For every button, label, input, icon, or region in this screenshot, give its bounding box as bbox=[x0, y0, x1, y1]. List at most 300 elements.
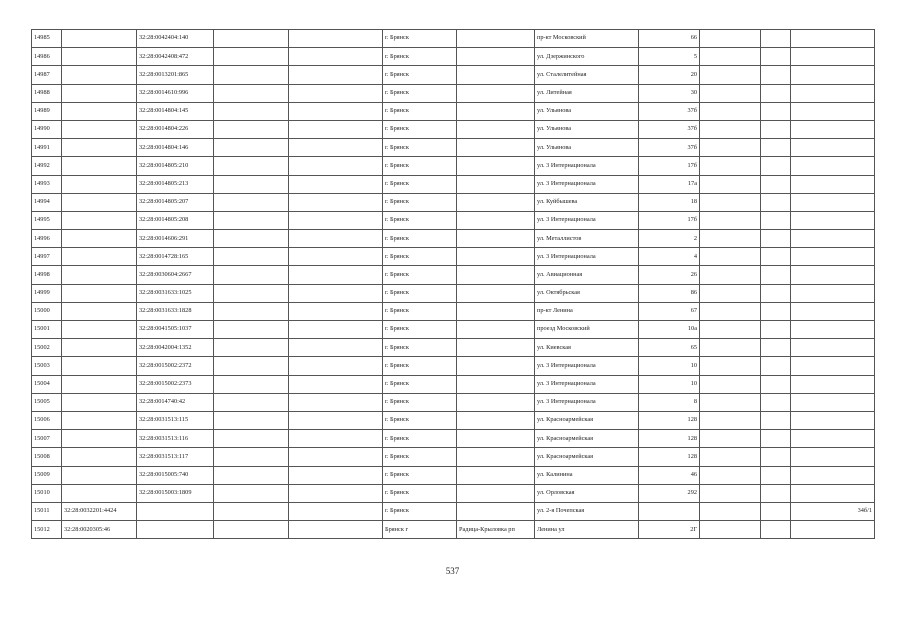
empty-cell bbox=[214, 339, 289, 357]
empty-cell bbox=[761, 230, 791, 248]
table-row bbox=[32, 375, 875, 393]
house-number-cell: 4 bbox=[639, 248, 700, 266]
cadastral-number-cell: 32:28:0015002:2372 bbox=[137, 357, 214, 375]
empty-cell bbox=[700, 357, 761, 375]
empty-cell bbox=[289, 521, 383, 539]
building-number-cell bbox=[791, 466, 875, 484]
street-cell: ул. Литейная bbox=[535, 84, 639, 102]
empty-cell bbox=[214, 120, 289, 138]
building-number-cell bbox=[791, 157, 875, 175]
street-cell: ул. Дзержинского bbox=[535, 48, 639, 66]
record-id-cell: 14989 bbox=[32, 102, 62, 120]
cadastral-number-cell: 32:28:0014805:210 bbox=[137, 157, 214, 175]
house-number-cell: 2 bbox=[639, 230, 700, 248]
settlement-cell bbox=[457, 466, 535, 484]
settlement-cell bbox=[457, 411, 535, 429]
empty-cell bbox=[289, 266, 383, 284]
cadastral-number-cell: 32:28:0014740:42 bbox=[137, 393, 214, 411]
cadastral-number-cell bbox=[62, 375, 137, 393]
house-number-cell: 128 bbox=[639, 448, 700, 466]
settlement-cell bbox=[457, 175, 535, 193]
building-number-cell bbox=[791, 120, 875, 138]
settlement-cell bbox=[457, 302, 535, 320]
street-cell: ул. Орловская bbox=[535, 484, 639, 502]
house-number-cell: 10 bbox=[639, 357, 700, 375]
cadastral-number-cell: 32:28:0020305:46 bbox=[62, 521, 137, 539]
building-number-cell bbox=[791, 48, 875, 66]
street-cell: проезд Московский bbox=[535, 321, 639, 339]
empty-cell bbox=[289, 175, 383, 193]
empty-cell bbox=[700, 48, 761, 66]
settlement-cell bbox=[457, 357, 535, 375]
empty-cell bbox=[214, 375, 289, 393]
building-number-cell bbox=[791, 321, 875, 339]
empty-cell bbox=[761, 120, 791, 138]
table-row bbox=[32, 502, 875, 520]
registry-body bbox=[32, 30, 875, 539]
empty-cell bbox=[700, 248, 761, 266]
empty-cell bbox=[761, 284, 791, 302]
cadastral-number-cell bbox=[62, 484, 137, 502]
city-cell: г. Брянск bbox=[383, 157, 457, 175]
cadastral-number-cell: 32:28:0014805:208 bbox=[137, 211, 214, 229]
record-id-cell: 14998 bbox=[32, 266, 62, 284]
building-number-cell: 34б/1 bbox=[791, 502, 875, 520]
house-number-cell: 65 bbox=[639, 339, 700, 357]
record-id-cell: 14986 bbox=[32, 48, 62, 66]
building-number-cell bbox=[791, 193, 875, 211]
empty-cell bbox=[700, 84, 761, 102]
empty-cell bbox=[700, 230, 761, 248]
empty-cell bbox=[700, 448, 761, 466]
building-number-cell bbox=[791, 139, 875, 157]
city-cell: г. Брянск bbox=[383, 321, 457, 339]
cadastral-number-cell bbox=[62, 193, 137, 211]
city-cell: г. Брянск bbox=[383, 502, 457, 520]
settlement-cell bbox=[457, 502, 535, 520]
settlement-cell bbox=[457, 321, 535, 339]
cadastral-number-cell bbox=[62, 157, 137, 175]
empty-cell bbox=[289, 102, 383, 120]
settlement-cell bbox=[457, 84, 535, 102]
table-row bbox=[32, 84, 875, 102]
street-cell: ул. 2-я Почепская bbox=[535, 502, 639, 520]
cadastral-number-cell bbox=[62, 139, 137, 157]
empty-cell bbox=[761, 357, 791, 375]
cadastral-number-cell: 32:28:0014804:226 bbox=[137, 120, 214, 138]
cadastral-number-cell: 32:28:0031513:115 bbox=[137, 411, 214, 429]
empty-cell bbox=[700, 120, 761, 138]
house-number-cell: 30 bbox=[639, 84, 700, 102]
table-row bbox=[32, 120, 875, 138]
city-cell: г. Брянск bbox=[383, 339, 457, 357]
building-number-cell bbox=[791, 30, 875, 48]
settlement-cell bbox=[457, 120, 535, 138]
settlement-cell bbox=[457, 102, 535, 120]
empty-cell bbox=[289, 375, 383, 393]
cadastral-number-cell: 32:28:0031633:1828 bbox=[137, 302, 214, 320]
table-row bbox=[32, 157, 875, 175]
building-number-cell bbox=[791, 102, 875, 120]
house-number-cell: 128 bbox=[639, 411, 700, 429]
empty-cell bbox=[214, 175, 289, 193]
cadastral-number-cell: 32:28:0041505:1037 bbox=[137, 321, 214, 339]
empty-cell bbox=[289, 193, 383, 211]
empty-cell bbox=[214, 211, 289, 229]
empty-cell bbox=[700, 66, 761, 84]
cadastral-number-cell: 32:28:0042408:472 bbox=[137, 48, 214, 66]
empty-cell bbox=[214, 230, 289, 248]
table-row bbox=[32, 66, 875, 84]
table-row bbox=[32, 393, 875, 411]
city-cell: г. Брянск bbox=[383, 139, 457, 157]
table-row bbox=[32, 302, 875, 320]
house-number-cell: 37б bbox=[639, 102, 700, 120]
empty-cell bbox=[761, 157, 791, 175]
table-row bbox=[32, 321, 875, 339]
empty-cell bbox=[700, 102, 761, 120]
record-id-cell: 15004 bbox=[32, 375, 62, 393]
empty-cell bbox=[761, 84, 791, 102]
empty-cell bbox=[761, 339, 791, 357]
empty-cell bbox=[214, 502, 289, 520]
street-cell: ул. 3 Интернационала bbox=[535, 157, 639, 175]
empty-cell bbox=[700, 411, 761, 429]
building-number-cell bbox=[791, 521, 875, 539]
settlement-cell bbox=[457, 30, 535, 48]
city-cell: г. Брянск bbox=[383, 211, 457, 229]
empty-cell bbox=[289, 84, 383, 102]
house-number-cell: 86 bbox=[639, 284, 700, 302]
house-number-cell: 46 bbox=[639, 466, 700, 484]
empty-cell bbox=[700, 339, 761, 357]
empty-cell bbox=[700, 502, 761, 520]
empty-cell bbox=[700, 157, 761, 175]
record-id-cell: 14996 bbox=[32, 230, 62, 248]
cadastral-number-cell bbox=[62, 266, 137, 284]
cadastral-number-cell bbox=[62, 230, 137, 248]
house-number-cell: 37б bbox=[639, 120, 700, 138]
cadastral-number-cell bbox=[62, 302, 137, 320]
empty-cell bbox=[761, 48, 791, 66]
house-number-cell: 8 bbox=[639, 393, 700, 411]
empty-cell bbox=[289, 430, 383, 448]
empty-cell bbox=[289, 66, 383, 84]
cadastral-number-cell: 32:28:0014804:145 bbox=[137, 102, 214, 120]
city-cell: г. Брянск bbox=[383, 193, 457, 211]
empty-cell bbox=[761, 175, 791, 193]
empty-cell bbox=[214, 357, 289, 375]
record-id-cell: 15011 bbox=[32, 502, 62, 520]
empty-cell bbox=[214, 484, 289, 502]
building-number-cell bbox=[791, 266, 875, 284]
settlement-cell bbox=[457, 211, 535, 229]
street-cell: ул. Красноармейская bbox=[535, 448, 639, 466]
cadastral-number-cell bbox=[62, 393, 137, 411]
settlement-cell bbox=[457, 339, 535, 357]
cadastral-number-cell bbox=[62, 48, 137, 66]
house-number-cell: 128 bbox=[639, 430, 700, 448]
cadastral-number-cell bbox=[62, 430, 137, 448]
table-row bbox=[32, 339, 875, 357]
cadastral-number-cell bbox=[62, 120, 137, 138]
cadastral-number-cell: 32:28:0031633:1025 bbox=[137, 284, 214, 302]
empty-cell bbox=[289, 120, 383, 138]
street-cell: ул. Ульянова bbox=[535, 102, 639, 120]
cadastral-number-cell: 32:28:0015003:1809 bbox=[137, 484, 214, 502]
street-cell: ул. Киевская bbox=[535, 339, 639, 357]
empty-cell bbox=[700, 521, 761, 539]
empty-cell bbox=[761, 66, 791, 84]
empty-cell bbox=[700, 193, 761, 211]
settlement-cell bbox=[457, 284, 535, 302]
cadastral-number-cell bbox=[137, 502, 214, 520]
table-row bbox=[32, 175, 875, 193]
cadastral-number-cell: 32:28:0014610:996 bbox=[137, 84, 214, 102]
record-id-cell: 14991 bbox=[32, 139, 62, 157]
cadastral-number-cell bbox=[137, 521, 214, 539]
table-row bbox=[32, 230, 875, 248]
empty-cell bbox=[761, 302, 791, 320]
cadastral-number-cell: 32:28:0042004:1352 bbox=[137, 339, 214, 357]
empty-cell bbox=[761, 139, 791, 157]
empty-cell bbox=[214, 448, 289, 466]
empty-cell bbox=[214, 66, 289, 84]
building-number-cell bbox=[791, 66, 875, 84]
table-row bbox=[32, 139, 875, 157]
empty-cell bbox=[214, 321, 289, 339]
house-number-cell: 2Г bbox=[639, 521, 700, 539]
building-number-cell bbox=[791, 230, 875, 248]
settlement-cell bbox=[457, 266, 535, 284]
street-cell: ул. Металлистов bbox=[535, 230, 639, 248]
empty-cell bbox=[289, 302, 383, 320]
cadastral-number-cell: 32:28:0013201:865 bbox=[137, 66, 214, 84]
street-cell: ул. 3 Интернационала bbox=[535, 357, 639, 375]
house-number-cell: 66 bbox=[639, 30, 700, 48]
empty-cell bbox=[289, 139, 383, 157]
empty-cell bbox=[761, 430, 791, 448]
street-cell: ул. Ульянова bbox=[535, 139, 639, 157]
record-id-cell: 15008 bbox=[32, 448, 62, 466]
record-id-cell: 14992 bbox=[32, 157, 62, 175]
empty-cell bbox=[214, 284, 289, 302]
table-row bbox=[32, 266, 875, 284]
house-number-cell: 37б bbox=[639, 139, 700, 157]
cadastral-number-cell: 32:28:0015005:740 bbox=[137, 466, 214, 484]
city-cell: г. Брянск bbox=[383, 375, 457, 393]
settlement-cell bbox=[457, 66, 535, 84]
settlement-cell bbox=[457, 393, 535, 411]
empty-cell bbox=[761, 466, 791, 484]
city-cell: г. Брянск bbox=[383, 411, 457, 429]
empty-cell bbox=[214, 48, 289, 66]
empty-cell bbox=[700, 393, 761, 411]
empty-cell bbox=[214, 411, 289, 429]
empty-cell bbox=[761, 321, 791, 339]
empty-cell bbox=[700, 484, 761, 502]
settlement-cell bbox=[457, 48, 535, 66]
empty-cell bbox=[700, 302, 761, 320]
cadastral-number-cell bbox=[62, 211, 137, 229]
empty-cell bbox=[289, 466, 383, 484]
empty-cell bbox=[700, 284, 761, 302]
cadastral-number-cell: 32:28:0030604:2667 bbox=[137, 266, 214, 284]
empty-cell bbox=[214, 30, 289, 48]
record-id-cell: 15006 bbox=[32, 411, 62, 429]
settlement-cell bbox=[457, 157, 535, 175]
empty-cell bbox=[761, 248, 791, 266]
empty-cell bbox=[700, 30, 761, 48]
empty-cell bbox=[214, 430, 289, 448]
empty-cell bbox=[700, 430, 761, 448]
cadastral-number-cell bbox=[62, 175, 137, 193]
empty-cell bbox=[289, 357, 383, 375]
table-row bbox=[32, 30, 875, 48]
settlement-cell bbox=[457, 375, 535, 393]
cadastral-number-cell bbox=[62, 339, 137, 357]
table-row bbox=[32, 284, 875, 302]
empty-cell bbox=[289, 502, 383, 520]
street-cell: ул. Авиационная bbox=[535, 266, 639, 284]
cadastral-number-cell bbox=[62, 321, 137, 339]
record-id-cell: 14995 bbox=[32, 211, 62, 229]
table-row bbox=[32, 430, 875, 448]
city-cell: г. Брянск bbox=[383, 48, 457, 66]
record-id-cell: 15009 bbox=[32, 466, 62, 484]
building-number-cell bbox=[791, 448, 875, 466]
building-number-cell bbox=[791, 393, 875, 411]
empty-cell bbox=[289, 339, 383, 357]
cadastral-number-cell bbox=[62, 84, 137, 102]
cadastral-number-cell bbox=[62, 466, 137, 484]
building-number-cell bbox=[791, 357, 875, 375]
city-cell: г. Брянск bbox=[383, 30, 457, 48]
house-number-cell: 10а bbox=[639, 321, 700, 339]
city-cell: г. Брянск bbox=[383, 230, 457, 248]
table-row bbox=[32, 466, 875, 484]
city-cell: г. Брянск bbox=[383, 284, 457, 302]
city-cell: г. Брянск bbox=[383, 102, 457, 120]
house-number-cell: 18 bbox=[639, 193, 700, 211]
empty-cell bbox=[289, 484, 383, 502]
empty-cell bbox=[700, 321, 761, 339]
cadastral-number-cell: 32:28:0031513:117 bbox=[137, 448, 214, 466]
record-id-cell: 14993 bbox=[32, 175, 62, 193]
empty-cell bbox=[761, 266, 791, 284]
empty-cell bbox=[761, 375, 791, 393]
page-number: 537 bbox=[445, 566, 460, 576]
building-number-cell bbox=[791, 430, 875, 448]
city-cell: г. Брянск bbox=[383, 175, 457, 193]
settlement-cell bbox=[457, 448, 535, 466]
empty-cell bbox=[761, 521, 791, 539]
record-id-cell: 15002 bbox=[32, 339, 62, 357]
house-number-cell bbox=[639, 502, 700, 520]
street-cell: ул. 3 Интернационала bbox=[535, 375, 639, 393]
empty-cell bbox=[214, 193, 289, 211]
street-cell: ул. Калинина bbox=[535, 466, 639, 484]
cadastral-number-cell: 32:28:0014805:207 bbox=[137, 193, 214, 211]
record-id-cell: 15005 bbox=[32, 393, 62, 411]
empty-cell bbox=[214, 466, 289, 484]
empty-cell bbox=[214, 302, 289, 320]
city-cell: г. Брянск bbox=[383, 266, 457, 284]
settlement-cell bbox=[457, 230, 535, 248]
empty-cell bbox=[700, 466, 761, 484]
street-cell: ул. Красноармейская bbox=[535, 411, 639, 429]
city-cell: г. Брянск bbox=[383, 120, 457, 138]
building-number-cell bbox=[791, 411, 875, 429]
empty-cell bbox=[289, 157, 383, 175]
empty-cell bbox=[700, 375, 761, 393]
building-number-cell bbox=[791, 84, 875, 102]
empty-cell bbox=[214, 157, 289, 175]
empty-cell bbox=[214, 248, 289, 266]
record-id-cell: 14988 bbox=[32, 84, 62, 102]
empty-cell bbox=[761, 502, 791, 520]
city-cell: г. Брянск bbox=[383, 84, 457, 102]
empty-cell bbox=[700, 211, 761, 229]
city-cell: г. Брянск bbox=[383, 357, 457, 375]
city-cell: г. Брянск bbox=[383, 430, 457, 448]
table-row bbox=[32, 521, 875, 539]
table-row bbox=[32, 248, 875, 266]
empty-cell bbox=[214, 393, 289, 411]
building-number-cell bbox=[791, 284, 875, 302]
cadastral-number-cell: 32:28:0031513:116 bbox=[137, 430, 214, 448]
empty-cell bbox=[761, 30, 791, 48]
empty-cell bbox=[289, 48, 383, 66]
empty-cell bbox=[761, 393, 791, 411]
settlement-cell bbox=[457, 484, 535, 502]
city-cell: г. Брянск bbox=[383, 66, 457, 84]
record-id-cell: 15010 bbox=[32, 484, 62, 502]
street-cell: ул. Октябрьская bbox=[535, 284, 639, 302]
settlement-cell bbox=[457, 139, 535, 157]
empty-cell bbox=[700, 139, 761, 157]
table-row bbox=[32, 484, 875, 502]
street-cell: ул. 3 Интернационала bbox=[535, 393, 639, 411]
empty-cell bbox=[761, 102, 791, 120]
settlement-cell bbox=[457, 248, 535, 266]
building-number-cell bbox=[791, 484, 875, 502]
street-cell: ул. 3 Интернационала bbox=[535, 248, 639, 266]
table-row bbox=[32, 357, 875, 375]
empty-cell bbox=[700, 175, 761, 193]
building-number-cell bbox=[791, 248, 875, 266]
empty-cell bbox=[289, 30, 383, 48]
empty-cell bbox=[761, 193, 791, 211]
cadastral-number-cell: 32:28:0032201:4424 bbox=[62, 502, 137, 520]
record-id-cell: 14994 bbox=[32, 193, 62, 211]
cadastral-number-cell bbox=[62, 284, 137, 302]
empty-cell bbox=[214, 266, 289, 284]
cadastral-number-cell bbox=[62, 411, 137, 429]
city-cell: г. Брянск bbox=[383, 448, 457, 466]
cadastral-number-cell: 32:28:0014805:213 bbox=[137, 175, 214, 193]
registry-table bbox=[31, 29, 875, 539]
house-number-cell: 26 bbox=[639, 266, 700, 284]
street-cell: ул. 3 Интернационала bbox=[535, 175, 639, 193]
building-number-cell bbox=[791, 175, 875, 193]
empty-cell bbox=[761, 484, 791, 502]
record-id-cell: 15003 bbox=[32, 357, 62, 375]
city-cell: г. Брянск bbox=[383, 248, 457, 266]
street-cell: Ленина ул bbox=[535, 521, 639, 539]
cadastral-number-cell: 32:28:0014728:165 bbox=[137, 248, 214, 266]
cadastral-number-cell: 32:28:0042404:140 bbox=[137, 30, 214, 48]
